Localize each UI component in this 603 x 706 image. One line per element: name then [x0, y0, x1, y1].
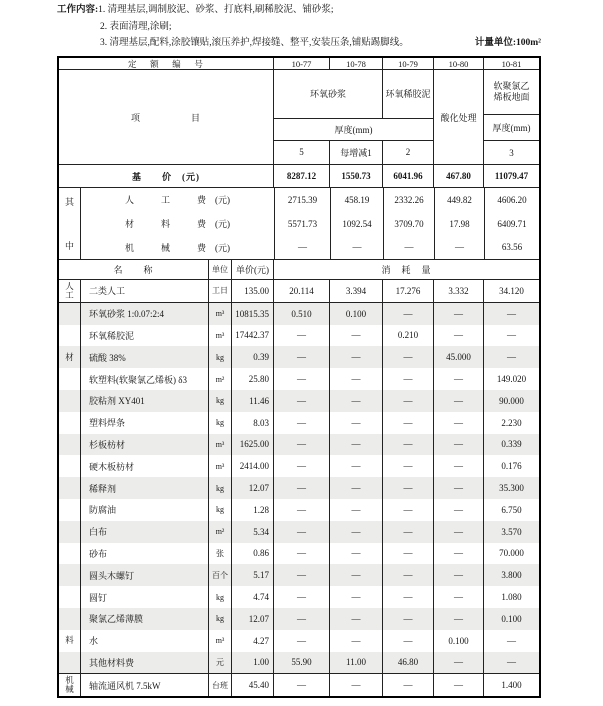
- row-value-cell: —: [383, 368, 434, 390]
- row-unit-cell: 台班: [209, 674, 232, 696]
- base-price-cell: 6041.96: [383, 165, 434, 187]
- base-price-cell: 467.80: [434, 165, 484, 187]
- table-row: [59, 390, 539, 412]
- row-value-cell: 20.114: [274, 280, 330, 302]
- row-value-cell: —: [330, 390, 383, 412]
- table-row: [59, 564, 539, 586]
- row-value-cell: —: [274, 586, 330, 608]
- row-name-cell: 软塑料(软聚氯乙烯板) δ3: [81, 368, 209, 390]
- row-value-cell: 0.210: [383, 325, 434, 347]
- fee-value-cell: 6409.71: [497, 218, 527, 229]
- row-price-cell: 1625.00: [232, 434, 274, 456]
- row-value-cell: —: [330, 608, 383, 630]
- table-row: [59, 280, 539, 302]
- row-value-cell: 3.800: [501, 570, 522, 581]
- consumption-label: 消 耗 量: [381, 265, 432, 275]
- row-group-cell: [59, 586, 81, 608]
- pvc-floor-cell: 软聚氯乙烯板地面: [493, 80, 530, 102]
- labor-fee-label: 人 工 费 (元): [125, 195, 230, 206]
- row-name-cell: 轴流通风机 7.5kW: [81, 674, 209, 696]
- row-name-cell: 硫酸 38%: [81, 346, 209, 368]
- table-row: [59, 302, 539, 325]
- row-value-cell: 2.230: [501, 417, 522, 428]
- code-cell: 10-81: [501, 58, 522, 69]
- row-group-cell: [59, 521, 81, 543]
- epoxy-mortar-cell: 环氧砂浆: [274, 70, 383, 118]
- epoxy-thin-paste-cell: 环氧稀胶泥: [385, 89, 431, 100]
- row-name-cell: 杉板枋材: [81, 434, 209, 456]
- among-which-column: [59, 188, 81, 259]
- row-value-cell: 3.332: [434, 280, 484, 302]
- fee-value-cell: 2715.39: [287, 194, 318, 205]
- material-fee-label: 材 料 费 (元): [125, 219, 230, 229]
- acid-treatment-cell: 酸化处理: [434, 70, 484, 164]
- row-unit-cell: m³: [209, 630, 232, 652]
- row-unit-cell: kg: [209, 346, 232, 368]
- table-row: [59, 477, 539, 499]
- row-value-cell: —: [274, 564, 330, 586]
- row-price-cell: 8.03: [232, 412, 274, 434]
- row-group-cell: [59, 652, 81, 674]
- project-header: [59, 70, 539, 165]
- work-line-3: [57, 35, 541, 52]
- fee-value-cell: 5571.73: [287, 218, 318, 229]
- row-value-cell: —: [434, 564, 484, 586]
- code-cell: 10-77: [274, 58, 330, 69]
- row-unit-cell: m³: [209, 303, 232, 325]
- row-value-cell: —: [383, 346, 434, 368]
- row-value-cell: —: [434, 477, 484, 499]
- row-group-cell: [59, 477, 81, 499]
- row-value-cell: 0.100: [501, 613, 522, 624]
- row-value-cell: —: [383, 564, 434, 586]
- row-name-cell: 硬木板枋材: [81, 455, 209, 477]
- row-price-cell: 135.00: [232, 280, 274, 302]
- row-price-cell: 4.27: [232, 630, 274, 652]
- base-price-cell: 11079.47: [494, 171, 529, 181]
- row-value-cell: —: [330, 521, 383, 543]
- row-value-cell: 17.276: [383, 280, 434, 302]
- fee-value-cell: 17.98: [449, 218, 470, 229]
- row-value-cell: —: [434, 652, 484, 674]
- fee-value-column: [275, 188, 331, 259]
- row-value-cell: —: [274, 543, 330, 565]
- row-price-cell: 17442.37: [232, 325, 274, 347]
- row-value-cell: 70.000: [499, 548, 524, 559]
- row-name-cell: 塑料焊条: [81, 412, 209, 434]
- work-content: [57, 2, 541, 52]
- row-value-cell: —: [274, 390, 330, 412]
- row-name-cell: 环氧砂浆 1:0.07:2:4: [81, 303, 209, 325]
- row-unit-cell: m³: [209, 325, 232, 347]
- row-name-cell: 水: [81, 630, 209, 652]
- row-group-cell: 人 工: [59, 280, 81, 302]
- row-name-cell: 圆头木螺钉: [81, 564, 209, 586]
- row-group-cell: [59, 303, 81, 325]
- row-unit-cell: m³: [209, 455, 232, 477]
- code-cells: [274, 58, 539, 69]
- row-value-cell: 3.570: [501, 526, 522, 537]
- row-unit-cell: kg: [209, 412, 232, 434]
- fee-labels: [81, 188, 275, 259]
- row-group-cell: [59, 455, 81, 477]
- row-value-cell: —: [434, 303, 484, 325]
- pvc-thickness-value-cell: 3: [509, 147, 514, 158]
- row-value-cell: —: [383, 586, 434, 608]
- row-value-cell: —: [274, 521, 330, 543]
- names-header-row: [59, 260, 539, 280]
- row-value-cell: —: [434, 325, 484, 347]
- row-unit-cell: 百个: [209, 564, 232, 586]
- row-group-cell: [59, 608, 81, 630]
- table-row: [59, 586, 539, 608]
- row-unit-cell: 元: [209, 652, 232, 674]
- among-bottom-label: 中: [64, 241, 74, 251]
- row-unit-cell: kg: [209, 499, 232, 521]
- fee-value-cell: 458.19: [344, 194, 370, 205]
- row-unit-cell: kg: [209, 477, 232, 499]
- base-price-row: [59, 165, 539, 188]
- row-value-cell: —: [330, 412, 383, 434]
- row-value-cell: —: [274, 434, 330, 456]
- row-price-cell: 45.40: [232, 674, 274, 696]
- row-name-cell: 环氧稀胶泥: [81, 325, 209, 347]
- row-value-cell: —: [274, 368, 330, 390]
- row-value-cell: —: [507, 352, 516, 363]
- row-group-cell: [59, 368, 81, 390]
- row-value-cell: —: [274, 630, 330, 652]
- row-value-cell: 35.300: [499, 483, 524, 494]
- row-value-cell: —: [434, 455, 484, 477]
- row-value-cell: 149.020: [496, 374, 527, 385]
- table-row: [59, 543, 539, 565]
- row-value-cell: —: [434, 586, 484, 608]
- table-row: [59, 346, 539, 368]
- fee-value-cell: —: [455, 242, 464, 253]
- row-unit-cell: kg: [209, 390, 232, 412]
- row-value-cell: —: [434, 412, 484, 434]
- measure-unit-label: 计量单位:100m²: [474, 38, 541, 48]
- row-value-cell: —: [507, 657, 516, 668]
- row-value-cell: —: [383, 608, 434, 630]
- row-value-cell: —: [434, 434, 484, 456]
- base-price-cell: 8287.12: [274, 165, 330, 187]
- row-value-cell: 1.080: [501, 592, 522, 603]
- among-top-label: 其: [64, 197, 74, 207]
- row-value-cell: 46.80: [383, 652, 434, 674]
- table-row: [59, 455, 539, 477]
- row-name-cell: 白布: [81, 521, 209, 543]
- row-value-cell: —: [383, 521, 434, 543]
- base-price-label: 基 价 (元): [59, 165, 274, 187]
- row-value-cell: 11.00: [330, 652, 383, 674]
- code-row-label: 定 额 编 号: [59, 58, 274, 69]
- fee-value-column: [435, 188, 485, 259]
- fee-value-cell: 3709.70: [394, 218, 424, 229]
- code-cell: 10-80: [434, 58, 484, 69]
- fee-value-cell: —: [298, 242, 307, 253]
- row-value-cell: 34.120: [499, 285, 524, 296]
- row-value-cell: —: [383, 412, 434, 434]
- row-value-cell: —: [383, 674, 434, 696]
- row-value-cell: —: [330, 477, 383, 499]
- fee-value-cell: 63.56: [501, 242, 523, 253]
- table-row: [59, 630, 539, 652]
- fee-value-column: [331, 188, 384, 259]
- row-unit-cell: 张: [209, 543, 232, 565]
- thickness-label-cell: 厚度(mm): [274, 119, 433, 141]
- row-unit-cell: 工日: [209, 280, 232, 302]
- table-row: [59, 673, 539, 696]
- row-value-cell: —: [274, 325, 330, 347]
- fee-section: [59, 188, 539, 260]
- row-price-cell: 12.07: [232, 477, 274, 499]
- work-content-label: 工作内容:: [57, 5, 99, 15]
- unit-column-label: 单位: [209, 260, 232, 279]
- row-group-cell: 机 械: [59, 674, 81, 696]
- fee-values-grid: [275, 188, 539, 259]
- row-value-cell: —: [330, 543, 383, 565]
- row-value-cell: —: [434, 608, 484, 630]
- table-row: [59, 368, 539, 390]
- row-value-cell: —: [507, 330, 516, 341]
- item-label-cell: 项 目: [59, 70, 274, 164]
- row-value-cell: —: [330, 434, 383, 456]
- row-value-cell: —: [330, 630, 383, 652]
- fee-value-cell: 449.82: [447, 194, 472, 205]
- row-value-cell: —: [274, 412, 330, 434]
- row-value-cell: —: [383, 390, 434, 412]
- row-name-cell: 聚氯乙烯薄膜: [81, 608, 209, 630]
- row-value-cell: —: [434, 390, 484, 412]
- row-value-cell: 0.339: [501, 439, 522, 450]
- row-name-cell: 稀释剂: [81, 477, 209, 499]
- row-value-cell: 55.90: [274, 652, 330, 674]
- row-unit-cell: kg: [209, 608, 232, 630]
- table-row: [59, 652, 539, 674]
- table-row: [59, 412, 539, 434]
- row-value-cell: —: [330, 499, 383, 521]
- code-cell: 10-78: [330, 58, 383, 69]
- row-value-cell: 0.100: [330, 303, 383, 325]
- machine-fee-label: 机 械 费 (元): [125, 242, 230, 253]
- row-value-cell: 0.510: [274, 303, 330, 325]
- row-value-cell: —: [434, 521, 484, 543]
- row-value-cell: —: [383, 543, 434, 565]
- row-value-cell: 0.100: [434, 630, 484, 652]
- row-value-cell: 6.750: [501, 504, 522, 515]
- row-value-cell: —: [330, 346, 383, 368]
- row-value-cell: —: [274, 455, 330, 477]
- code-row: [59, 58, 539, 70]
- fee-value-cell: 4606.20: [497, 194, 527, 205]
- row-value-cell: —: [330, 586, 383, 608]
- row-group-cell: [59, 390, 81, 412]
- row-price-cell: 12.07: [232, 608, 274, 630]
- row-value-cell: —: [274, 346, 330, 368]
- row-price-cell: 10815.35: [232, 303, 274, 325]
- row-price-cell: 5.17: [232, 564, 274, 586]
- row-value-cell: —: [330, 455, 383, 477]
- row-name-cell: 防腐油: [81, 499, 209, 521]
- row-name-cell: 胶粘剂 XY401: [81, 390, 209, 412]
- row-price-cell: 1.00: [232, 652, 274, 674]
- table-row: [59, 521, 539, 543]
- row-group-cell: [59, 434, 81, 456]
- fee-value-column: [485, 188, 539, 259]
- thickness-value-cell: 每增减1: [330, 141, 383, 164]
- row-value-cell: —: [434, 499, 484, 521]
- epoxy-columns-group: [274, 70, 434, 164]
- pvc-thickness-label-cell: 厚度(mm): [484, 115, 539, 142]
- fee-value-cell: —: [404, 242, 414, 253]
- row-value-cell: —: [383, 303, 434, 325]
- row-group-cell: [59, 325, 81, 347]
- price-column-label: 单价(元): [232, 260, 274, 279]
- row-value-cell: —: [274, 477, 330, 499]
- row-value-cell: —: [383, 499, 434, 521]
- table-row: [59, 499, 539, 521]
- row-value-cell: —: [330, 564, 383, 586]
- row-value-cell: —: [274, 499, 330, 521]
- row-group-cell: 材: [59, 346, 81, 368]
- base-price-cells: [274, 165, 539, 187]
- work-line-1-text: 1. 清理基层,调制胶泥、砂浆、打底料,刷稀胶泥、铺砂浆;: [98, 5, 334, 15]
- work-line-1: [57, 2, 541, 19]
- row-value-cell: —: [383, 630, 434, 652]
- row-group-cell: 料: [59, 630, 81, 652]
- row-group-cell: [59, 543, 81, 565]
- row-unit-cell: m³: [209, 434, 232, 456]
- row-unit-cell: m²: [209, 521, 232, 543]
- row-value-cell: —: [434, 543, 484, 565]
- table-row: [59, 608, 539, 630]
- row-price-cell: 0.86: [232, 543, 274, 565]
- row-value-cell: —: [507, 308, 516, 319]
- table-row: [59, 325, 539, 347]
- row-price-cell: 25.80: [232, 368, 274, 390]
- code-cell: 10-79: [383, 58, 434, 69]
- row-value-cell: —: [434, 368, 484, 390]
- row-value-cell: 45.000: [434, 346, 484, 368]
- row-value-cell: —: [330, 368, 383, 390]
- fee-value-column: [384, 188, 435, 259]
- row-price-cell: 11.46: [232, 390, 274, 412]
- base-price-cell: 1550.73: [330, 165, 383, 187]
- row-group-cell: [59, 499, 81, 521]
- row-name-cell: 砂布: [81, 543, 209, 565]
- row-value-cell: 0.176: [501, 461, 522, 472]
- row-price-cell: 5.34: [232, 521, 274, 543]
- row-value-cell: —: [383, 434, 434, 456]
- row-price-cell: 2414.00: [232, 455, 274, 477]
- work-line-3-text: 3. 清理基层,配料,涂胶镶贴,滚压养护,焊接缝、整平,安装压条,铺贴踢脚线。: [100, 38, 409, 48]
- row-name-cell: 二类人工: [81, 280, 209, 302]
- row-value-cell: —: [274, 608, 330, 630]
- fee-value-cell: —: [352, 242, 362, 253]
- row-value-cell: —: [383, 455, 434, 477]
- row-unit-cell: kg: [209, 586, 232, 608]
- thickness-value-cell: 5: [274, 141, 330, 164]
- row-value-cell: 90.000: [499, 395, 524, 406]
- row-value-cell: 1.400: [501, 680, 522, 691]
- fee-value-cell: 1092.54: [342, 218, 372, 229]
- row-name-cell: 其他材料费: [81, 652, 209, 674]
- row-price-cell: 4.74: [232, 586, 274, 608]
- row-unit-cell: m²: [209, 368, 232, 390]
- row-value-cell: —: [274, 674, 330, 696]
- row-value-cell: —: [507, 635, 516, 646]
- row-group-cell: [59, 412, 81, 434]
- fee-value-cell: 2332.26: [394, 194, 424, 205]
- row-price-cell: 0.39: [232, 346, 274, 368]
- row-name-cell: 圆钉: [81, 586, 209, 608]
- row-price-cell: 1.28: [232, 499, 274, 521]
- consumption-rows: [59, 280, 539, 696]
- thickness-value-cell: 2: [405, 147, 411, 158]
- quota-table: [57, 56, 541, 698]
- name-column-label: 名 称: [59, 260, 209, 279]
- row-value-cell: —: [434, 674, 484, 696]
- pvc-column: [484, 70, 539, 164]
- table-row: [59, 434, 539, 456]
- row-value-cell: —: [330, 325, 383, 347]
- row-group-cell: [59, 564, 81, 586]
- work-line-2: 2. 表面清理,涂刷;: [100, 21, 172, 32]
- row-value-cell: —: [330, 674, 383, 696]
- row-value-cell: 3.394: [330, 280, 383, 302]
- row-value-cell: —: [383, 477, 434, 499]
